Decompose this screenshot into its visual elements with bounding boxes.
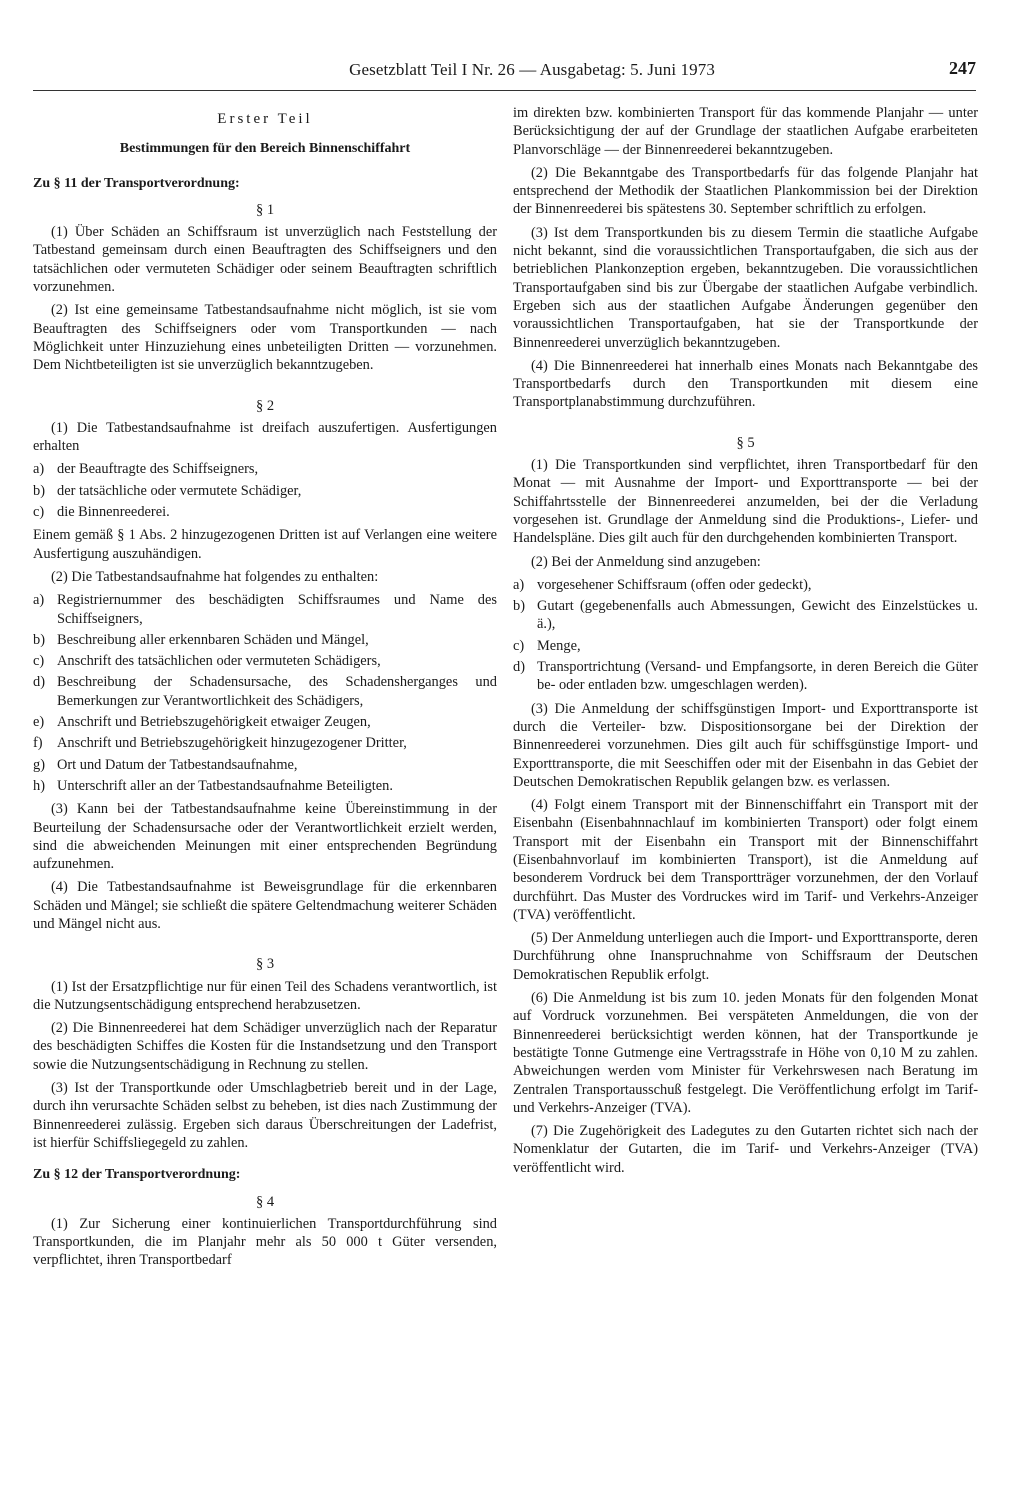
text-paragraph: Einem gemäß § 1 Abs. 2 hinzugezogenen Dritten ist auf Verlangen eine weitere Ausfertigung auszuhändigen. (33, 527, 497, 562)
text-paragraph: (1) Zur Sicherung einer kontinuierlichen Transportdurchführung sind Transportkunden, die im Planjahr mehr als 50 000 t Güter versenden, verpflichtet, ihren Transportbedarf (33, 1215, 497, 1269)
list-item: b) Beschreibung aller erkennbaren Schäden und Mängel, (33, 631, 369, 648)
text-paragraph: (3) Ist dem Transportkunden bis zu diesem Termin die staatliche Aufgabe nicht bekannt, sind die voraussichtlichen Transportaufgaben, die sich aus der betrieblichen Plankonzeption ergeben, bekanntzugeben. Die voraussichtlichen Transportaufgaben sind bis zur Übergabe der staatlichen Aufgabe verbindlich. Ergeben sich aus der staatlichen Aufgabe Änderungen gegenüber den voraussichtlichen Transportaufgaben, hat sie der Transportkunde der Binnenreederei unverzüglich bekanntzugeben. (513, 224, 978, 351)
text-paragraph: (5) Der Anmeldung unterliegen auch die Import- und Exporttransporte, deren Durchführung ohne Inanspruchnahme von Schiffsraum der Deutschen Demokratischen Republik erfolgt. (513, 930, 978, 983)
part-title: Erster Teil (217, 111, 313, 127)
list-item: g) Ort und Datum der Tatbestandsaufnahme, (33, 756, 298, 773)
text-paragraph: (4) Die Binnenreederei hat innerhalb eines Monats nach Bekanntgabe des Transportbedarfs durch den Transportkunden mit diesem eine Transportplanabstimmung durchzuführen. (513, 357, 978, 411)
enumeration-list (513, 576, 978, 695)
text-paragraph: (3) Kann bei der Tatbestandsaufnahme keine Übereinstimmung in der Beurteilung der Schadensursache oder der Verantwortlichkeit erzielt werden, sind die abweichenden Meinungen mit einer entsprechenden Begründung aufzunehmen. (33, 801, 497, 873)
text-paragraph: (4) Die Tatbestandsaufnahme ist Beweisgrundlage für die erkennbaren Schäden und Mängel; sie schließt die spätere Geltendmachung weiterer Schäden und Mängel nicht aus. (33, 879, 497, 932)
paragraph-title-4: § 4 (255, 1193, 275, 1210)
page-header (88, 58, 976, 84)
text-paragraph: (4) Folgt einem Transport mit der Binnenschiffahrt ein Transport mit der Eisenbahn (Eisenbahnnachlauf im kombinierten Transport) oder folgt einem Transport mit der Eisenbahn ein Transport mit der Binnenschiffahrt (Eisenbahnvorlauf im kombinierten Transport), ist die Anmeldung auf besonderem Vordruck bei dem Transportträger vorzunehmen, der den Vorlauf durchführt. Das Muster des Vordruckes wird im Tarif- und Verkehrs-Anzeiger (TVA) veröffentlicht. (513, 797, 978, 923)
list-item: b) der tatsächliche oder vermutete Schädiger, (33, 482, 302, 499)
paragraph-title-3: § 3 (255, 956, 275, 973)
paragraph-title-2: § 2 (255, 397, 275, 414)
right-column (513, 104, 978, 1182)
text-paragraph: (1) Die Tatbestandsaufnahme ist dreifach auszufertigen. Ausfertigungen erhalten (33, 419, 497, 455)
section-title: Bestimmungen für den Bereich Binnenschiffahrt (119, 141, 411, 157)
subheading-zu-11: Zu § 11 der Transportverordnung: (33, 175, 240, 191)
paragraph-title-5: § 5 (736, 434, 755, 451)
text-paragraph: im direkten bzw. kombinierten Transport für das kommende Planjahr — unter Berücksichtigung der auf der Grundlage der staatlichen Aufgabe erarbeiteten Planvorschläge — der Binnenreederei bekanntzugeben. (513, 105, 978, 158)
list-item: a) der Beauftragte des Schiffseigners, (33, 461, 259, 478)
list-item: f) Anschrift und Betriebszugehörigkeit hinzugezogener Dritter, (33, 735, 407, 752)
enumeration-list (33, 460, 497, 521)
list-item: a) Registriernummer des beschädigten Schiffsraumes und Name des Schiffseigners, (33, 592, 497, 627)
list-item: c) Anschrift des tatsächlichen oder vermuteten Schädigers, (33, 653, 381, 670)
text-paragraph: (1) Über Schäden an Schiffsraum ist unverzüglich nach Feststellung der Tatbestand gemeinsam durch einen Beauftragten des Schiffseigners und den tatsächlichen oder vermuteten Schädiger oder seinem Beauftragten schriftlich vorzunehmen. (33, 224, 497, 296)
paragraph-title-1: § 1 (255, 201, 275, 218)
list-item: d) Transportrichtung (Versand- und Empfangsorte, in deren Bereich die Güter be- oder entladen bzw. umgeschlagen werden). (513, 659, 978, 694)
text-paragraph: (7) Die Zugehörigkeit des Ladegutes zu den Gutarten richtet sich nach der Nomenklatur der Gutarten, die im Tarif- und Verkehrs-Anzeiger (TVA) veröffentlicht wird. (513, 1123, 978, 1176)
list-item: a) vorgesehener Schiffsraum (offen oder gedeckt), (513, 576, 812, 593)
text-paragraph: (1) Ist der Ersatzpflichtige nur für einen Teil des Schadens verantwortlich, ist die Nutzungsentschädigung entsprechend herabzusetzen. (33, 978, 497, 1013)
left-column (33, 104, 497, 1275)
text-paragraph: (2) Die Tatbestandsaufnahme hat folgendes zu enthalten: (51, 568, 379, 585)
text-paragraph: (2) Die Binnenreederei hat dem Schädiger unverzüglich nach der Reparatur des beschädigten Schiffes die Kosten für die Instandsetzung und den Transport sowie die Nutzungsentschädigung in Rechnung zu stellen. (33, 1020, 497, 1073)
text-paragraph: (2) Bei der Anmeldung sind anzugeben: (531, 553, 761, 570)
list-item: e) Anschrift und Betriebszugehörigkeit etwaiger Zeugen, (33, 714, 371, 731)
list-item: h) Unterschrift aller an der Tatbestandsaufnahme Beteiligten. (33, 777, 393, 794)
list-item: c) die Binnenreederei. (33, 504, 170, 521)
page-number: 247 (949, 58, 976, 78)
text-paragraph: (2) Ist eine gemeinsame Tatbestandsaufnahme nicht möglich, ist sie vom Beauftragten des Schiffseigners oder vom Transportkunden — nach Möglichkeit unter Hinzuziehung eines unbeteiligten Dritten — vorzunehmen. Dem Nichtbeteiligten ist sie unverzüglich bekanntzugeben. (33, 302, 497, 374)
text-paragraph: (3) Ist der Transportkunde oder Umschlagbetrieb bereit und in der Lage, durch ihn verursachte Schäden selbst zu beheben, ist dies nach Zustimmung der Binnenreederei zulässig. Ergeben sich daraus Überschreitungen der Ladefrist, ist hierfür Schiffsliegegeld zu zahlen. (33, 1080, 497, 1151)
text-paragraph: (6) Die Anmeldung ist bis zum 10. jeden Monats für den folgenden Monat auf Vordruck vorzunehmen. Bei verspäteten Anmeldungen, die von der Binnenreederei berücksichtigt werden können, hat der Transportkunde je bestätigte Tonne Gutmenge eine Vertragsstrafe in Höhe von 0,10 M zu zahlen. Abweichungen werden vom Minister für Verkehrswesen nach Beratung im Zentralen Transportausschuß festgelegt. Die Veröffentlichung erfolgt im Tarif- und Verkehrs-Anzeiger (TVA). (513, 990, 978, 1116)
text-paragraph: (3) Die Anmeldung der schiffsgünstigen Import- und Exporttransporte ist durch die Verteiler- bzw. Dispositionsorgane bei der Direktion der Binnenreederei vorzunehmen. Dies gilt auch für schiffsgünstige Import- und Exporttransporte, die mit Seeschiffen oder mit der Eisenbahn in das Gebiet der Deutschen Demokratischen Republik gelangen bzw. es verlassen. (513, 700, 978, 790)
text-paragraph: (1) Die Transportkunden sind verpflichtet, ihren Transportbedarf für den Monat — mit Ausnahme der Import- und Exporttransporte — bei der Schiffahrtsstelle der Binnenreederei anzumelden, bei der die Verladung vorgesehen ist. Grundlage der Anmeldung sind die Produktions-, Liefer- und Handelspläne. Dies gilt auch für den durchgehenden kombinierten Transport. (513, 457, 978, 547)
list-item: c) Menge, (513, 637, 581, 654)
enumeration-list (33, 591, 497, 795)
subheading-zu-12: Zu § 12 der Transportverordnung: (33, 1167, 241, 1183)
text-paragraph: (2) Die Bekanntgabe des Transportbedarfs für das folgende Planjahr hat entsprechend der Methodik der Staatlichen Plankommission bei der Direktion der Binnenreederei bis spätestens 30. September schriftlich zu erfolgen. (513, 164, 978, 218)
list-item: b) Gutart (gegebenenfalls auch Abmessungen, Gewicht des Einzelstückes u. ä.), (513, 598, 978, 633)
header-rule (33, 90, 976, 91)
gazette-title: Gesetzblatt Teil I Nr. 26 — Ausgabetag: 5. Juni 1973 (349, 60, 715, 79)
list-item: d) Beschreibung der Schadensursache, des Schadensherganges und Bemerkungen zur Verantwortlichkeit des Schädigers, (33, 674, 497, 709)
